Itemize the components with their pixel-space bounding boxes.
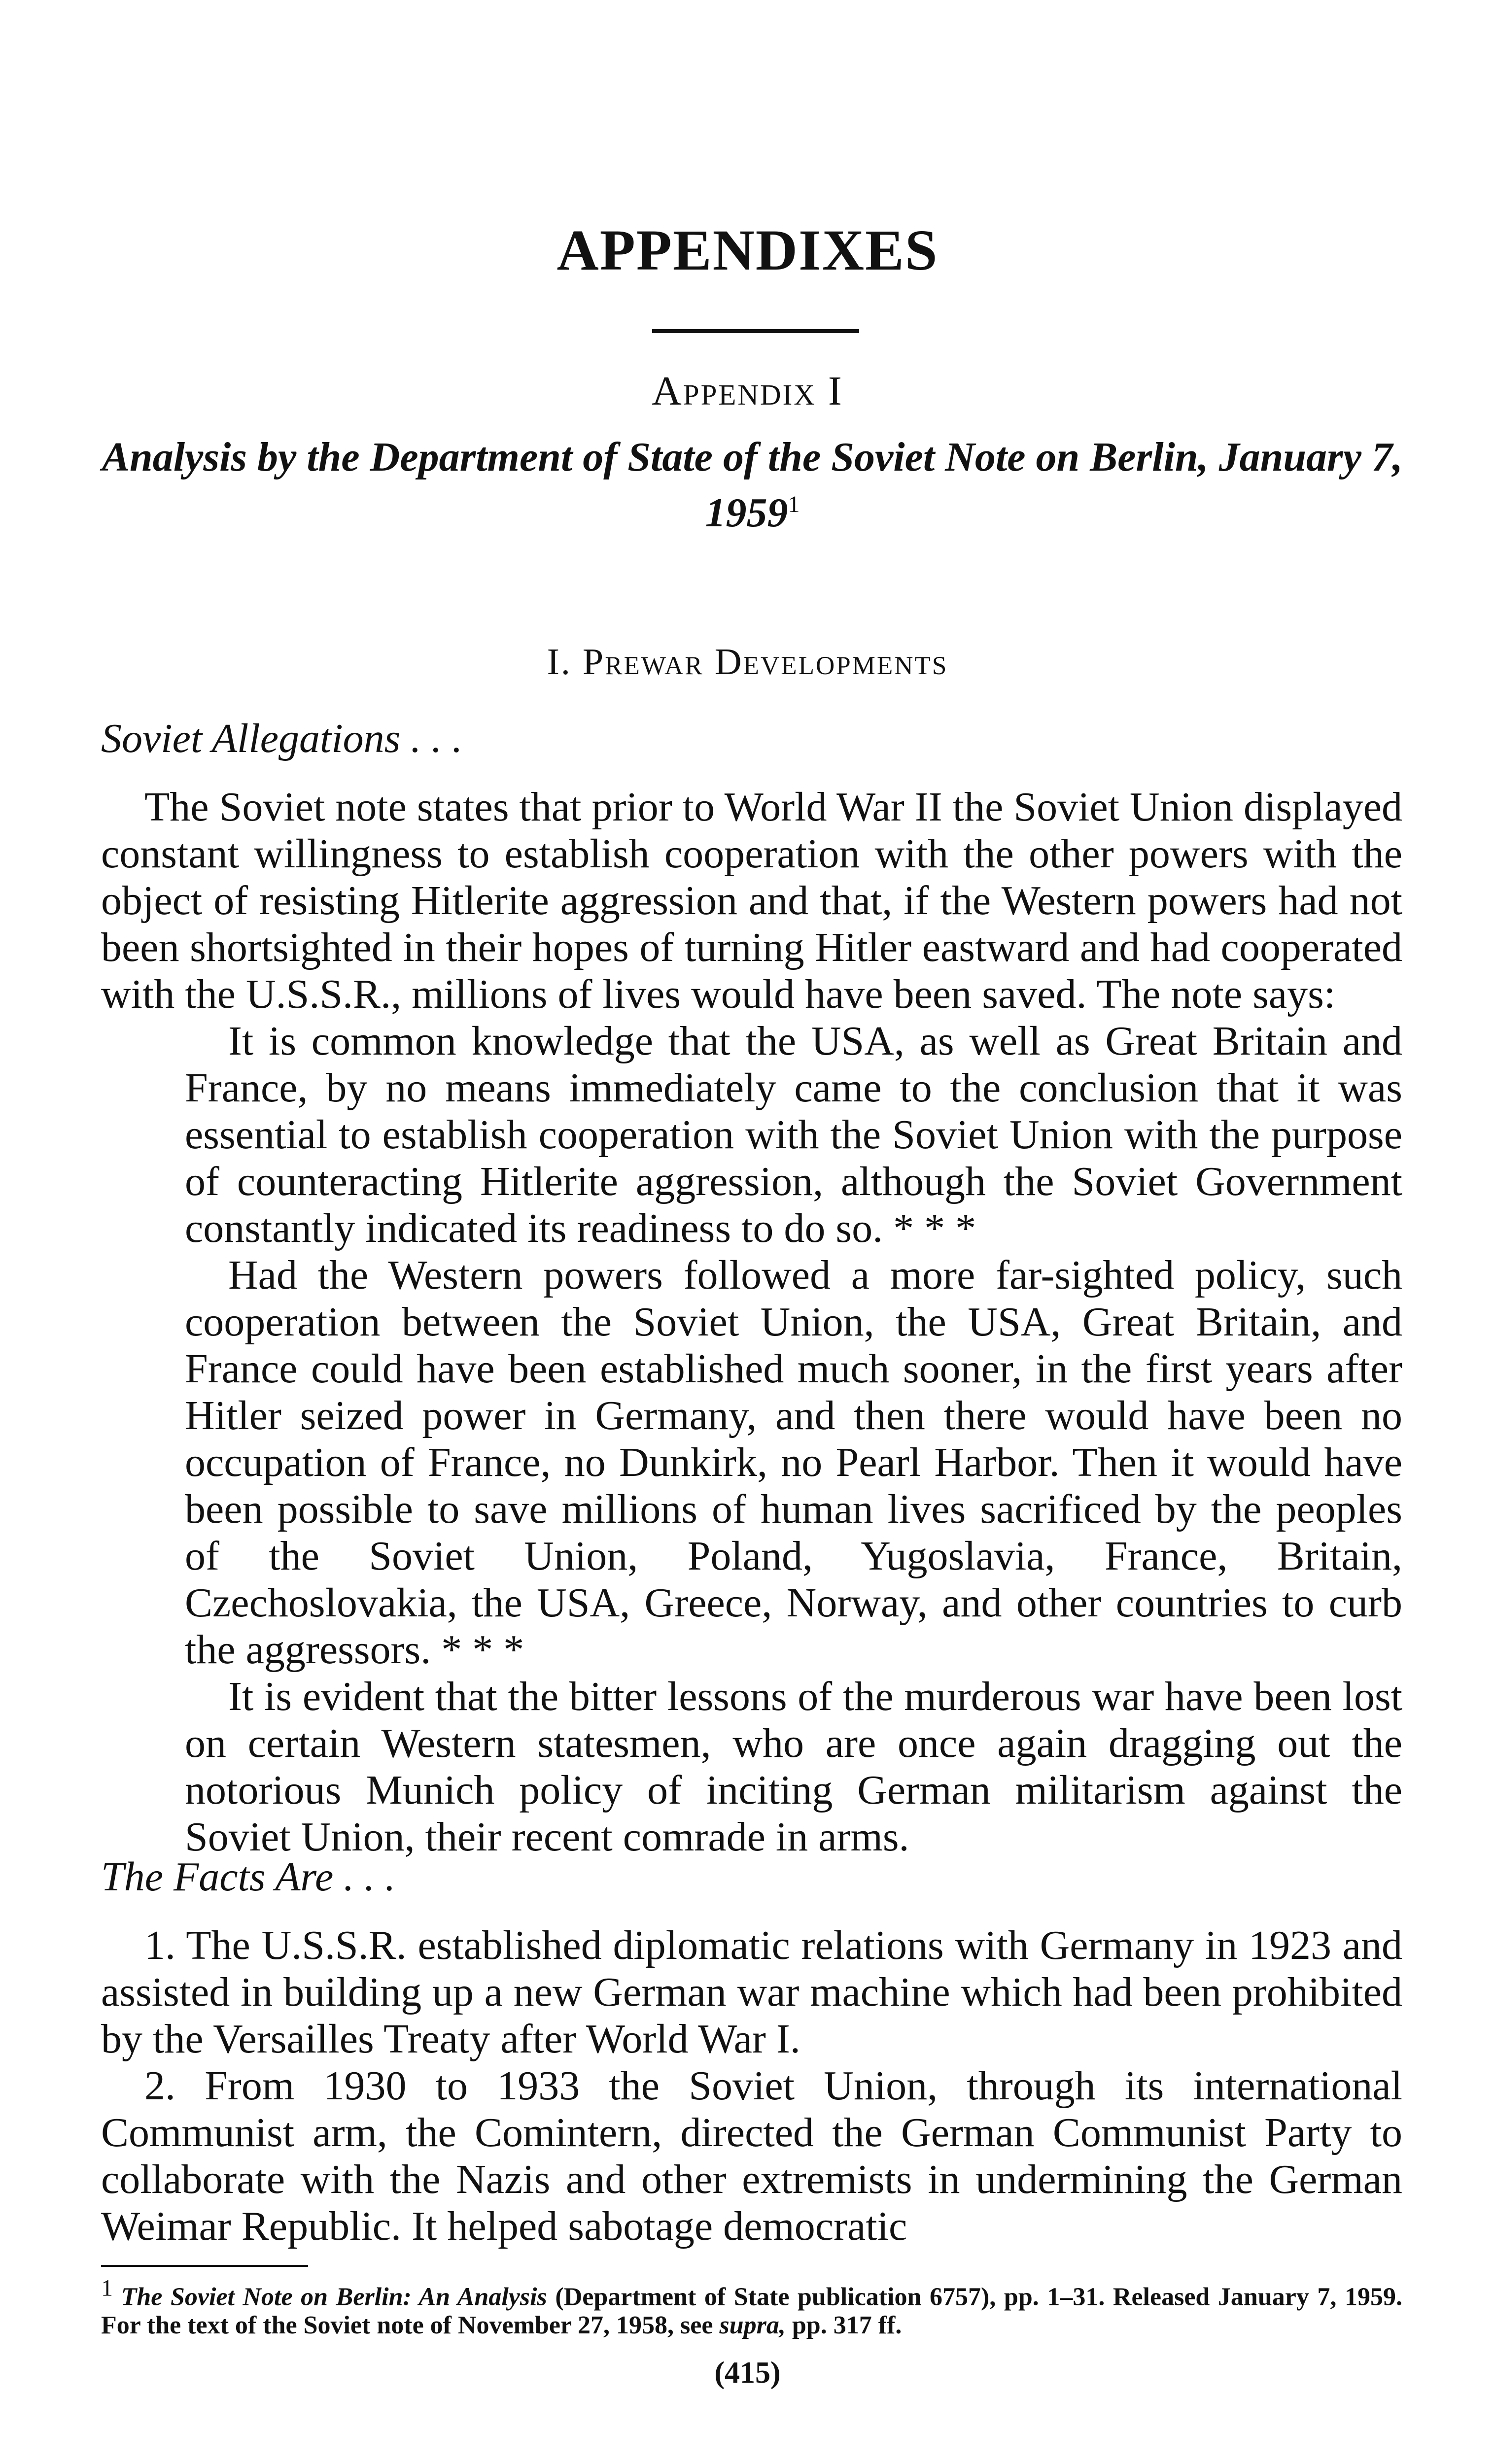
footnote-marker-text: 1 [101,2275,113,2301]
footnote-divider [101,2265,308,2267]
quote-paragraph-1: It is common knowledge that the USA, as well as Great Britain and France, by no means immediately came to the conclusion that it was essential to establish cooperation with the Soviet Union with the purpose of counteracting Hitlerite aggression, although the Soviet Government constantly indicated its readiness to do so. * * * [185,1018,1402,1251]
footnote-text-2: pp. 317 ff. [785,2311,902,2340]
analysis-title [99,434,1406,537]
section-heading: I. Prewar Developments [547,641,948,683]
page-number: (415) [714,2356,781,2390]
paragraph-text: The Soviet note states that prior to World War II the Soviet Union displayed constant willingness to establish cooperation with the other powers with the object of resisting Hitlerite aggression and that, if the Western powers had not been shortsighted in their hopes of turning Hitler eastward and had cooperated with the U.S.S.R., millions of lives would have been saved. The note says: [101,784,1402,1017]
quote-paragraph-2: Had the Western powers followed a more far-sighted policy, such cooperation between the Soviet Union, the USA, Great Britain, and France could have been established much sooner, in the first years after Hitler seized power in Germany, and then there would have been no occupation of France, no Dunkirk, no Pearl Harbor. Then it would have been possible to save millions of human lives sacrificed by the peoples of the Soviet Union, Poland, Yugoslavia, France, Britain, Czechoslovakia, the USA, Greece, Norway, and other countries to curb the aggressors. * * * [185,1252,1402,1673]
page-title: APPENDIXES [556,218,939,282]
fact-item-2: 2. From 1930 to 1933 the Soviet Union, through its international Communist arm, the Comintern, directed the German Communist Party to collaborate with the Nazis and other extremists in undermining the German Weimar Republic. It helped sabotage democratic [101,2063,1402,2249]
fact-item-1: 1. The U.S.S.R. established diplomatic relations with Germany in 1923 and assisted in building up a new German war machine which had been prohibited by the Versailles Treaty after World War I. [101,1922,1402,2062]
title-divider [652,329,859,333]
facts-list [101,1922,1402,2250]
subheading-soviet-allegations: Soviet Allegations . . . [101,716,463,761]
footnote-supra: supra, [719,2311,786,2340]
footnote-publication-title: The Soviet Note on Berlin: An Analysis [121,2283,547,2311]
footnote [101,2274,1402,2340]
footnote-text-1: (Department of State publication 6757), pp. 1–31. Released January 7, 1959. For the text of the Soviet note of November 27, 1958, see [101,2283,1402,2340]
analysis-title-text: Analysis by the Department of State of the Soviet Note on Berlin, January 7, 1959 [102,434,1403,536]
subheading-the-facts: The Facts Are . . . [101,1854,396,1900]
quote-paragraph-3: It is evident that the bitter lessons of the murderous war have been lost on certain Western statesmen, who are once again dragging out the notorious Munich policy of inciting German militarism against the Soviet Union, their recent comrade in arms. [185,1674,1402,1860]
quotation-block [185,1018,1402,1860]
footnote-marker [101,2275,113,2311]
intro-paragraph [101,784,1402,1018]
footnote-reference: 1 [788,491,800,517]
appendix-heading: Appendix I [652,368,843,414]
